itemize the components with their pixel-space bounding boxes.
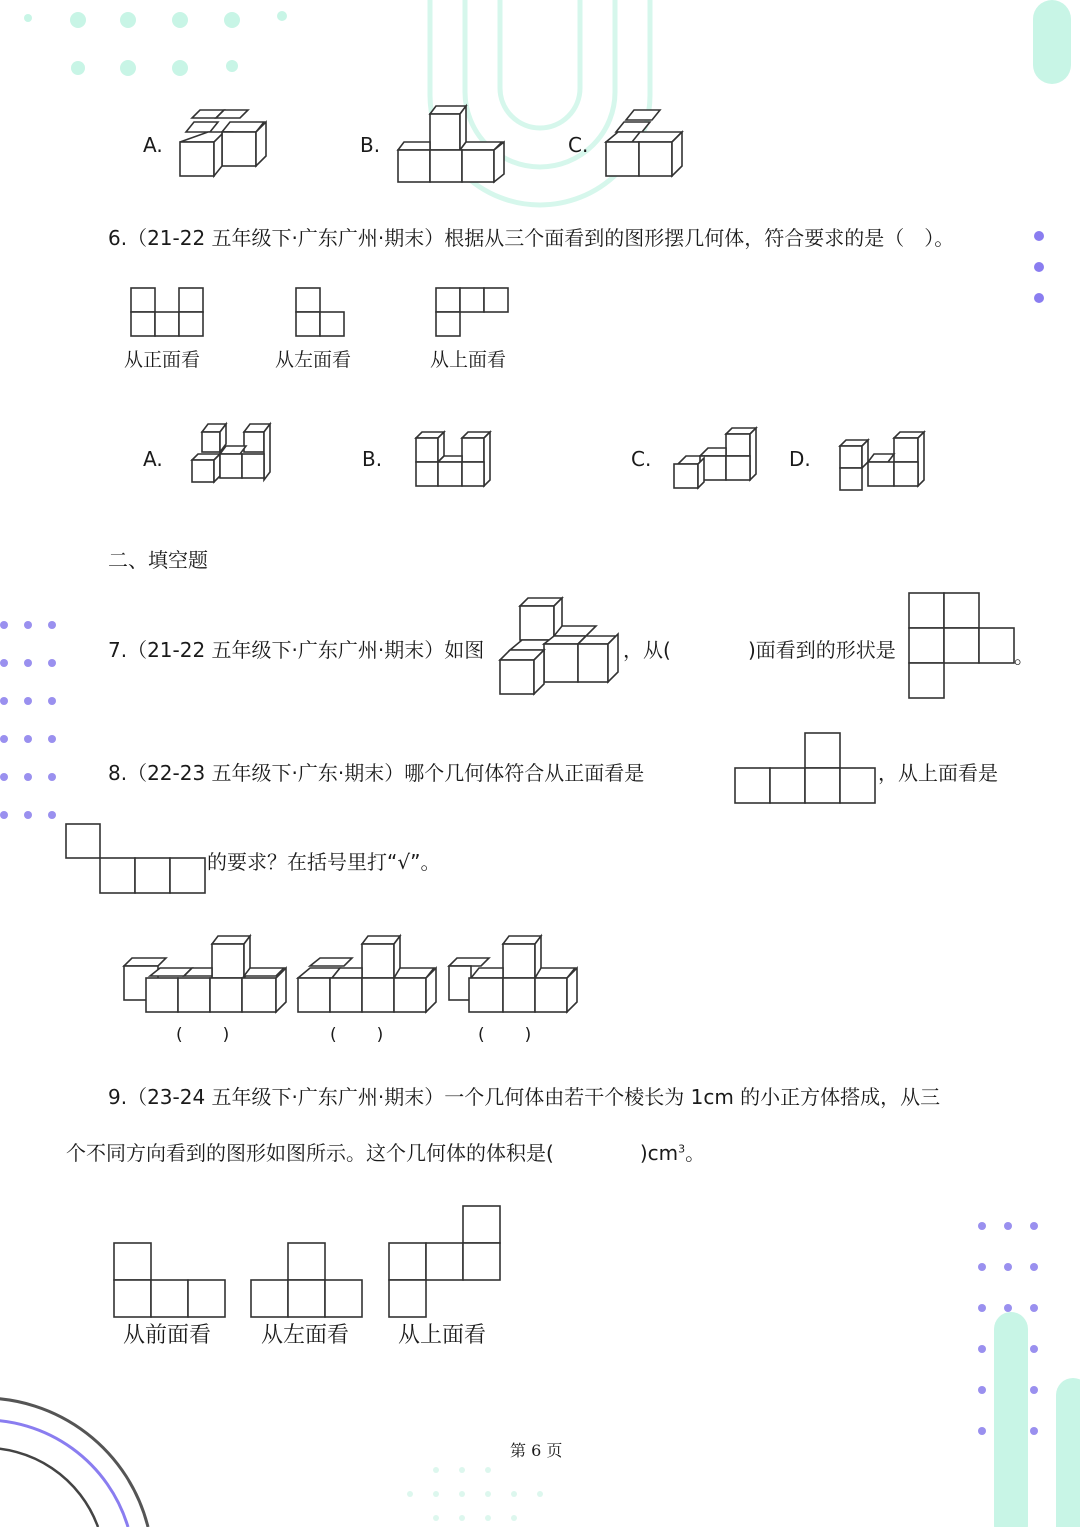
- bottom-center-dots: [407, 1467, 543, 1521]
- q8-solid-3: [447, 934, 583, 1016]
- q7-answer-blank[interactable]: [663, 640, 747, 662]
- q9-view-front-grid: [113, 1242, 227, 1318]
- q6-view-front-label: 从正面看: [124, 349, 201, 371]
- q9-text-line2: [66, 1137, 705, 1166]
- q8-top-view-grid: [65, 823, 207, 895]
- q9-text-line2-c: 。: [685, 1141, 706, 1165]
- q5-option-c-label[interactable]: C.: [568, 133, 589, 157]
- left-dots: [0, 621, 56, 819]
- q8-answer-blank-2[interactable]: ( ): [330, 1025, 386, 1045]
- q6-option-a-figure: [190, 422, 282, 488]
- q6-view-top-grid: [435, 287, 509, 337]
- q7-text-part3: )面看到的形状是: [748, 638, 896, 662]
- q8-solid-1: [122, 934, 292, 1016]
- q9-view-front-label: 从前面看: [123, 1323, 212, 1348]
- bottom-right-bar-2: [1056, 1378, 1080, 1527]
- q7-text-part2: ，从(: [623, 638, 671, 662]
- q8-front-view-grid: [734, 732, 876, 804]
- bottom-left-arcs: [0, 1398, 148, 1527]
- q8-solid-2: [296, 934, 442, 1016]
- bottom-right-bar-1: [994, 1312, 1028, 1527]
- q5-option-a-label[interactable]: A.: [143, 133, 163, 157]
- q5-option-b-figure: [396, 104, 508, 184]
- q6-view-left-label: 从左面看: [275, 349, 352, 371]
- q8-answer-blank-3[interactable]: ( ): [478, 1025, 534, 1045]
- q7-text-part4: 。: [1014, 644, 1034, 668]
- q6-view-left-grid: [295, 287, 345, 337]
- q8-answer-blank-1[interactable]: ( ): [176, 1025, 232, 1045]
- q6-option-c-label[interactable]: C.: [631, 447, 652, 471]
- q9-view-top-grid: [388, 1205, 502, 1319]
- q6-view-front-grid: [130, 287, 204, 337]
- q9-view-left-label: 从左面看: [261, 1323, 350, 1348]
- q9-text-line2-b: )cm: [639, 1141, 679, 1165]
- q6-option-a-label[interactable]: A.: [143, 447, 163, 471]
- q6-option-d-label[interactable]: D.: [789, 447, 811, 471]
- q7-solid-figure: [498, 596, 622, 696]
- q9-unit-superscript: 3: [678, 1142, 686, 1156]
- q8-text-part3: 的要求？在括号里打“√”。: [207, 850, 441, 874]
- q6-view-top-label: 从上面看: [430, 349, 507, 371]
- q9-view-left-grid: [250, 1242, 364, 1318]
- q7-view-grid: [908, 592, 1016, 700]
- section-title-fill-in: 二、填空题: [108, 548, 208, 572]
- q5-option-b-label[interactable]: B.: [360, 133, 381, 157]
- q8-text-part2: ，从上面看是: [878, 761, 998, 785]
- right-dots: [1034, 231, 1044, 303]
- q9-text-line1: 9.（23-24 五年级下·广东广州·期末）一个几何体由若干个棱长为 1cm 的小正方体搭成，从三: [108, 1085, 941, 1109]
- q6-option-b-figure: [414, 430, 494, 490]
- q6-stem: 6.（21-22 五年级下·广东广州·期末）根据从三个面看到的图形摆几何体，符合要求的是（ ）。: [108, 226, 955, 250]
- q9-view-top-label: 从上面看: [398, 1323, 487, 1348]
- q7-text-part1: 7.（21-22 五年级下·广东广州·期末）如图: [108, 638, 485, 662]
- q6-option-b-label[interactable]: B.: [362, 447, 383, 471]
- page-number: 第 6 页: [510, 1441, 563, 1460]
- q5-option-a-figure: [178, 108, 270, 180]
- q9-text-line2-a: 个不同方向看到的图形如图所示。这个几何体的体积是(: [66, 1141, 554, 1165]
- q6-option-c-figure: [672, 426, 762, 492]
- q8-text-part1: 8.（22-23 五年级下·广东·期末）哪个几何体符合从正面看是: [108, 761, 645, 785]
- q6-option-d-figure: [838, 430, 930, 496]
- top-right-bar: [1033, 0, 1071, 84]
- top-left-dots: [24, 11, 287, 76]
- q5-option-c-figure: [604, 108, 686, 180]
